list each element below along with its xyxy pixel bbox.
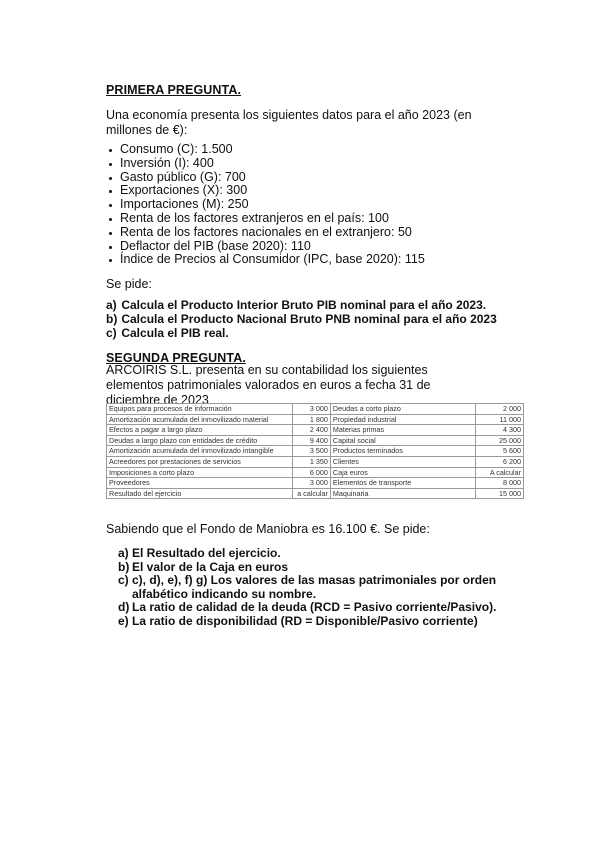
account-name-cell: Elementos de transporte <box>330 478 475 489</box>
question-label: a) <box>106 298 117 312</box>
list-item: Renta de los factores extranjeros en el país: 100 <box>106 212 425 226</box>
q2-intro: ARCOIRIS S.L. presenta en su contabilidad los siguientes elementos patrimoniales valorados en euros a fecha 31 de diciembre de 2023 <box>106 363 431 407</box>
account-value-cell: 5 600 <box>475 446 523 457</box>
account-value-cell: 3 000 <box>292 404 330 415</box>
question-item <box>106 327 497 341</box>
q1-data-list <box>106 143 425 267</box>
account-value-cell: 1 800 <box>292 414 330 425</box>
table-row <box>107 488 524 499</box>
account-value-cell: 2 400 <box>292 425 330 436</box>
account-value-cell: A calcular <box>475 467 523 478</box>
question-item <box>106 299 497 313</box>
account-name-cell: Resultado del ejercicio <box>107 488 293 499</box>
question-label: b) <box>118 559 130 574</box>
list-item: Exportaciones (X): 300 <box>106 184 425 198</box>
table-row <box>107 446 524 457</box>
table-row <box>107 435 524 446</box>
question-text: Calcula el Producto Interior Bruto PIB nominal para el año 2023. <box>121 298 487 312</box>
fondo-maniobra-text: Sabiendo que el Fondo de Maniobra es 16.100 €. Se pide: <box>106 522 430 536</box>
account-name-cell: Maquinaria <box>330 488 475 499</box>
question-text: El Resultado del ejercicio. <box>132 546 281 560</box>
table-row <box>107 467 524 478</box>
account-value-cell: 6 200 <box>475 456 523 467</box>
account-value-cell: 4 300 <box>475 425 523 436</box>
account-name-cell: Propiedad industrial <box>330 414 475 425</box>
question-text: La ratio de calidad de la deuda (RCD = Pasivo corriente/Pasivo). <box>132 600 497 615</box>
account-name-cell: Efectos a pagar a largo plazo <box>107 425 293 436</box>
question-item <box>118 547 498 561</box>
question-item <box>106 313 497 327</box>
table-row <box>107 425 524 436</box>
list-item: Índice de Precios al Consumidor (IPC, base 2020): 115 <box>106 253 425 267</box>
question-item <box>118 561 498 575</box>
table-row <box>107 456 524 467</box>
account-name-cell: Deudas a corto plazo <box>330 404 475 415</box>
account-value-cell: 3 500 <box>292 446 330 457</box>
question-label: c) <box>118 573 129 588</box>
question-label: c) <box>106 325 117 340</box>
list-item: Inversión (I): 400 <box>106 157 425 171</box>
account-name-cell: Deudas a largo plazo con entidades de crédito <box>107 435 293 446</box>
q1-heading: PRIMERA PREGUNTA. <box>106 83 242 97</box>
table-row <box>107 404 524 415</box>
account-value-cell: 25 000 <box>475 435 523 446</box>
account-value-cell: 1 350 <box>292 456 330 467</box>
question-label: a) <box>118 546 129 560</box>
account-value-cell: 15 000 <box>475 488 523 499</box>
list-item: Consumo (C): 1.500 <box>106 143 425 157</box>
list-item: Gasto público (G): 700 <box>106 171 425 185</box>
question-item <box>118 574 498 601</box>
account-value-cell: 8 000 <box>475 478 523 489</box>
question-label: d) <box>118 600 130 615</box>
q1-questions <box>106 299 497 340</box>
question-label: e) <box>118 613 129 628</box>
account-name-cell: Productos terminados <box>330 446 475 457</box>
account-name-cell: Imposiciones a corto plazo <box>107 467 293 478</box>
question-text: c), d), e), f) g) Los valores de las masas patrimoniales por orden alfabético indicando su nombre. <box>132 573 497 601</box>
list-item: Deflactor del PIB (base 2020): 110 <box>106 240 425 254</box>
question-text: Calcula el PIB real. <box>121 325 229 340</box>
list-item: Renta de los factores nacionales en el extranjero: 50 <box>106 226 425 240</box>
question-label: b) <box>106 311 118 326</box>
question-item <box>118 615 498 629</box>
account-name-cell: Capital social <box>330 435 475 446</box>
question-text: La ratio de disponibilidad (RD = Disponible/Pasivo corriente) <box>132 613 478 628</box>
question-item <box>118 601 498 615</box>
q2-heading: SEGUNDA PREGUNTA. <box>106 351 246 365</box>
account-name-cell: Amortización acumulada del inmovilizado intangible <box>107 446 293 457</box>
account-name-cell: Materias primas <box>330 425 475 436</box>
account-value-cell: a calcular <box>292 488 330 499</box>
account-name-cell: Acreedores por prestaciones de servicios <box>107 456 293 467</box>
list-item: Importaciones (M): 250 <box>106 198 425 212</box>
question-text: El valor de la Caja en euros <box>132 559 289 574</box>
balance-table <box>106 403 524 499</box>
account-name-cell: Caja euros <box>330 467 475 478</box>
q1-se-pide: Se pide: <box>106 277 152 291</box>
account-value-cell: 9 400 <box>292 435 330 446</box>
account-name-cell: Equipos para procesos de información <box>107 404 293 415</box>
q2-questions <box>118 547 498 629</box>
account-value-cell: 6 000 <box>292 467 330 478</box>
account-name-cell: Amortización acumulada del inmovilizado material <box>107 414 293 425</box>
account-value-cell: 11 000 <box>475 414 523 425</box>
account-name-cell: Proveedores <box>107 478 293 489</box>
table-row <box>107 478 524 489</box>
table-row <box>107 414 524 425</box>
q1-intro: Una economía presenta los siguientes datos para el año 2023 (en millones de €): <box>106 108 472 137</box>
question-text: Calcula el Producto Nacional Bruto PNB nominal para el año 2023 <box>121 311 497 326</box>
account-name-cell: Clientes <box>330 456 475 467</box>
account-value-cell: 2 000 <box>475 404 523 415</box>
account-value-cell: 3 000 <box>292 478 330 489</box>
